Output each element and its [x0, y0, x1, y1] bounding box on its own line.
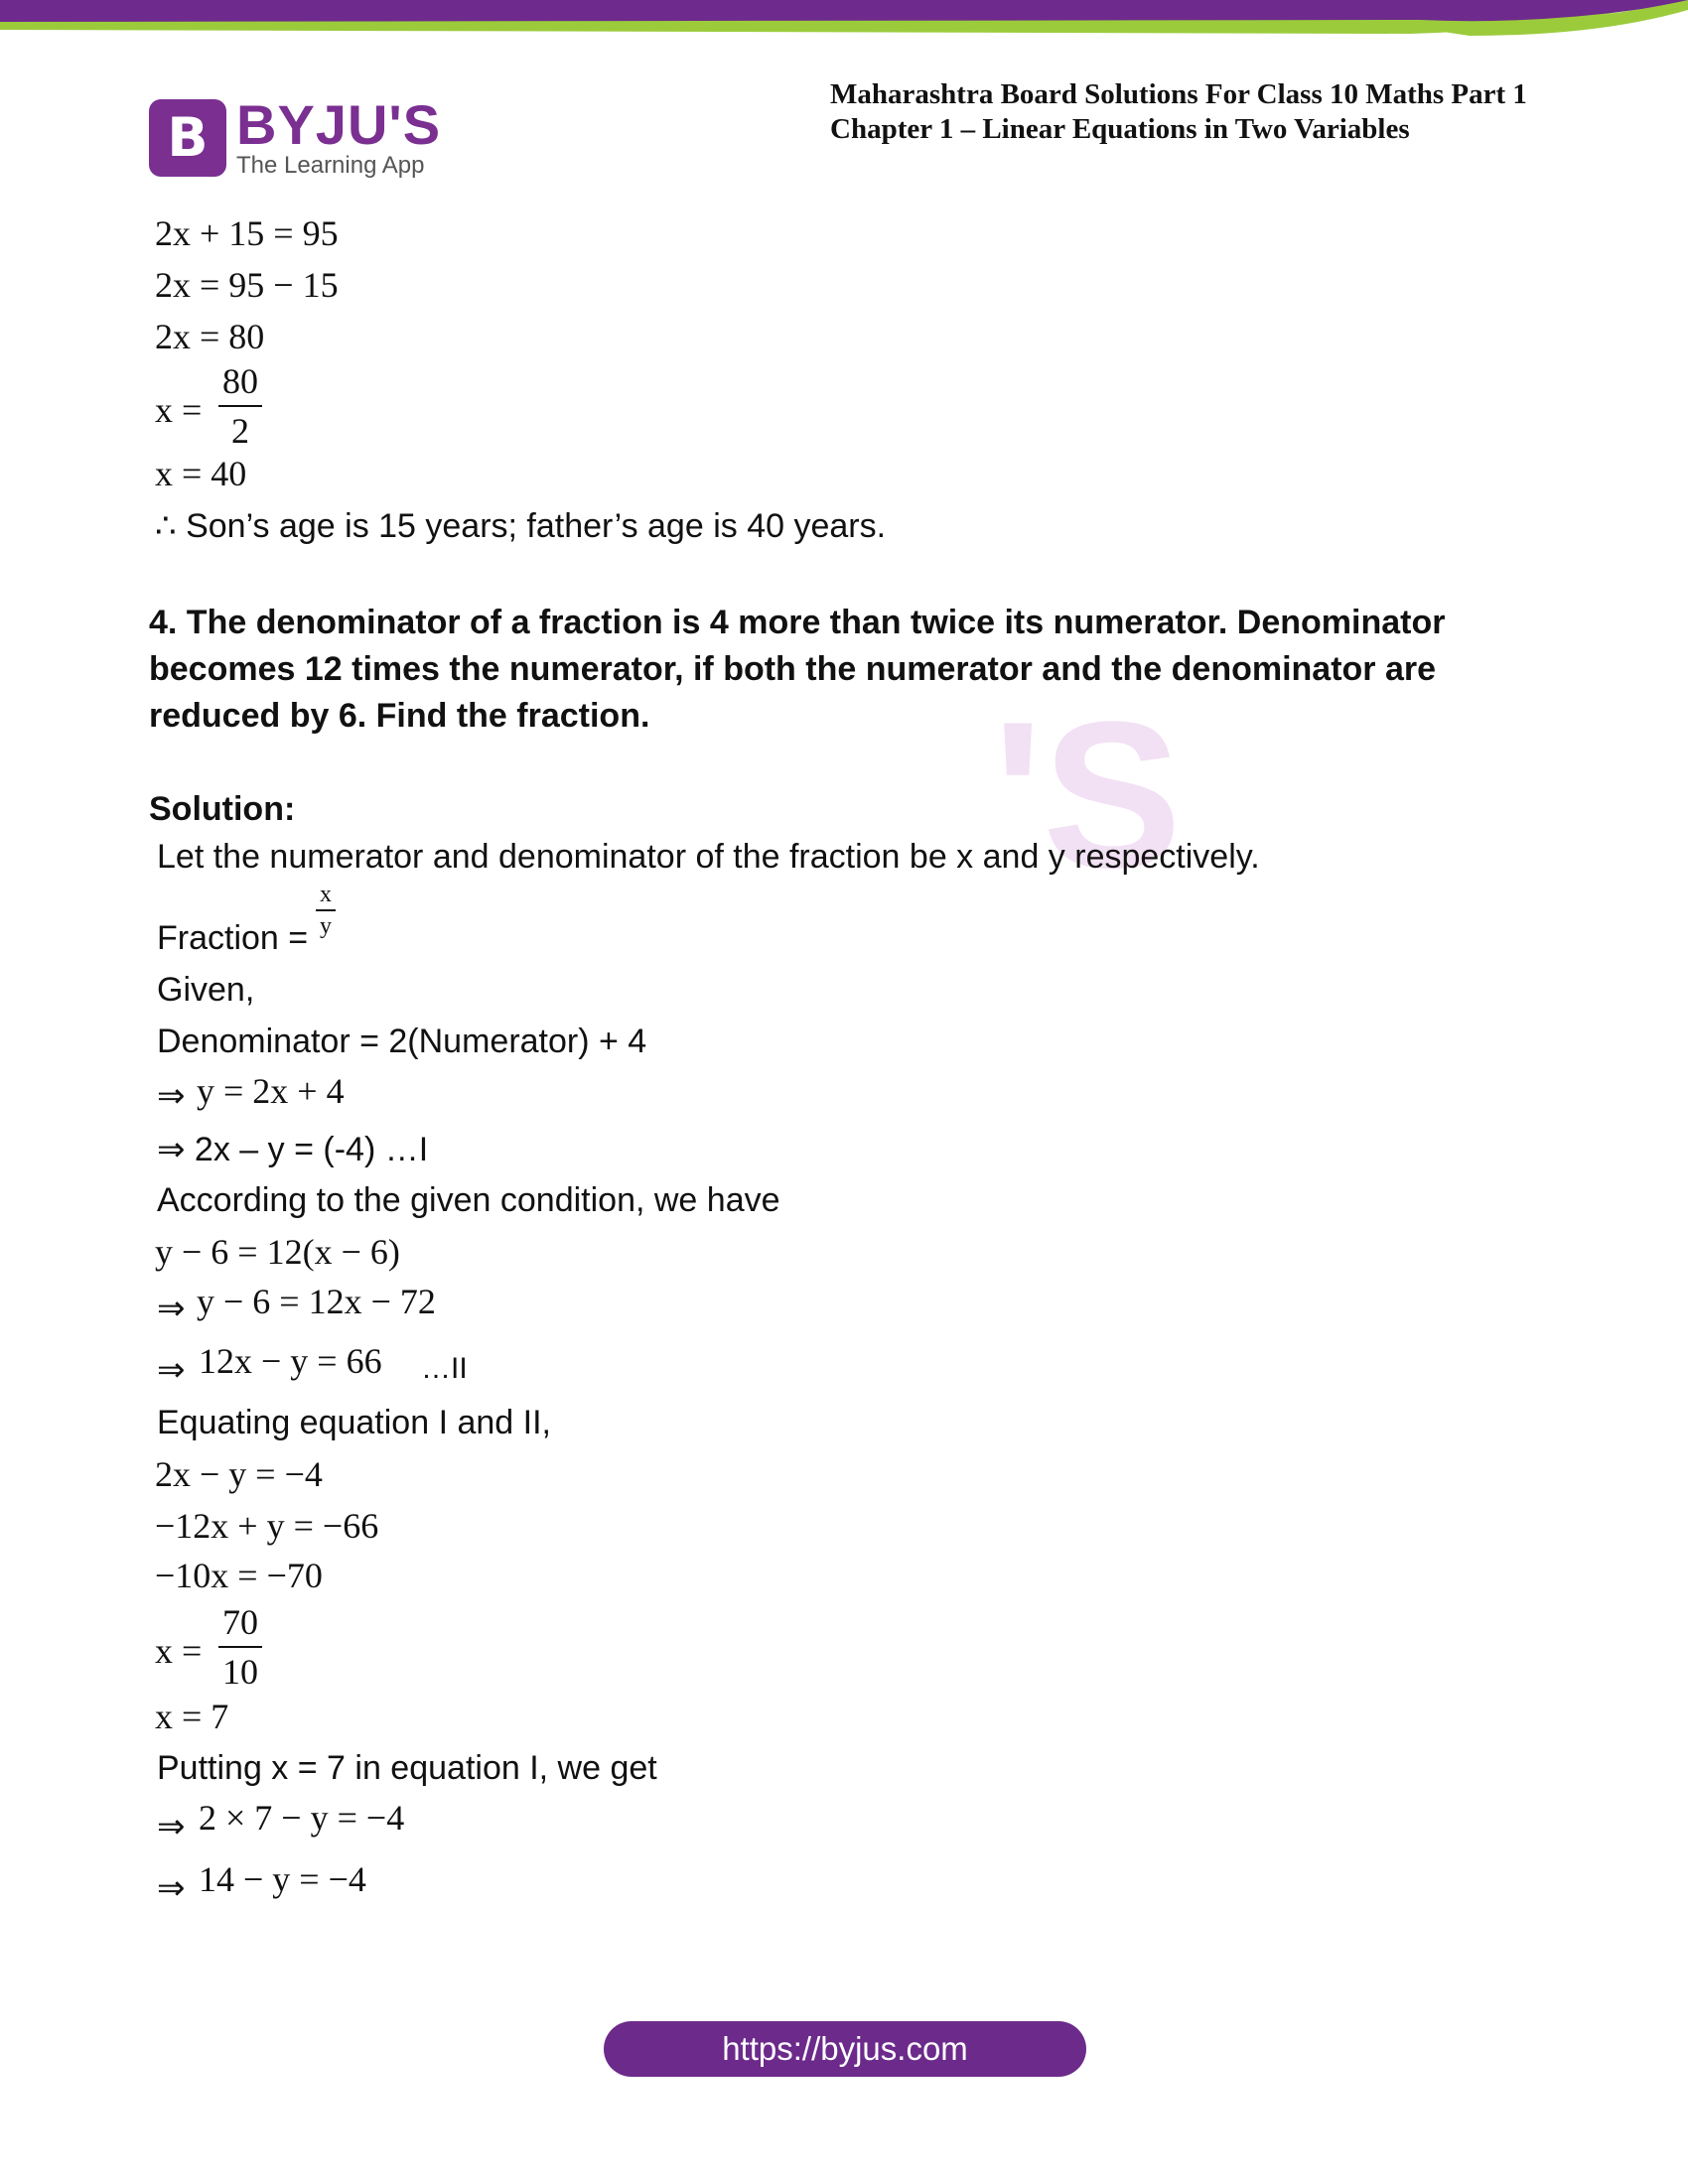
equation-line: y − 6 = 12x − 72	[197, 1282, 436, 1321]
fraction-70-over-10	[218, 1598, 262, 1696]
fraction-lhs: x =	[155, 1631, 203, 1671]
fraction-numerator: 70	[218, 1598, 262, 1648]
fraction-label: Fraction =	[157, 919, 309, 957]
equation-line: 2x + 15 = 95	[155, 213, 339, 253]
fraction-80-over-2	[218, 357, 262, 455]
equation-line: 2x = 80	[155, 317, 265, 356]
header-title-line2: Chapter 1 – Linear Equations in Two Variables	[830, 113, 1410, 145]
equation-line: −10x = −70	[155, 1556, 323, 1595]
implies-icon: ⇒	[157, 1290, 186, 1327]
relation-text: Denominator = 2(Numerator) + 4	[157, 1023, 647, 1060]
implies-icon: ⇒	[157, 1077, 186, 1115]
fraction-denominator: y	[320, 913, 332, 939]
equation-line: 12x − y = 66	[199, 1341, 382, 1381]
equation-line: ⇒ 2x – y = (-4) …I	[157, 1131, 429, 1168]
fraction-x-over-y	[316, 880, 336, 941]
equation-line: 2 × 7 − y = −4	[199, 1798, 405, 1838]
watermark: 'S	[993, 678, 1183, 911]
equating-text: Equating equation I and II,	[157, 1404, 551, 1441]
fraction-denominator: 10	[222, 1652, 258, 1692]
equation-line: 2x = 95 − 15	[155, 265, 339, 305]
given-text: Given,	[157, 971, 255, 1009]
implies-icon: ⇒	[157, 1869, 186, 1907]
solution-heading: Solution:	[149, 790, 296, 828]
equation-line: x = 7	[155, 1697, 229, 1736]
equation-line: −12x + y = −66	[155, 1506, 379, 1546]
equation-line: y − 6 = 12(x − 6)	[155, 1232, 400, 1272]
conclusion-text: ∴ Son’s age is 15 years; father’s age is 40 years.	[155, 507, 887, 545]
solution-intro: Let the numerator and denominator of the fraction be x and y respectively.	[157, 838, 1260, 876]
equation-line: 14 − y = −4	[199, 1859, 366, 1899]
equation-line: x = 40	[155, 454, 247, 493]
document-header	[830, 77, 1624, 147]
condition-text: According to the given condition, we have	[157, 1181, 780, 1219]
logo-tagline: The Learning App	[236, 152, 425, 179]
footer-url-link[interactable]: https://byjus.com	[604, 2021, 1086, 2077]
fraction-numerator: x	[316, 880, 336, 911]
logo-name: BYJU'S	[236, 93, 442, 156]
implies-icon: ⇒	[157, 1351, 186, 1389]
fraction-numerator: 80	[218, 357, 262, 407]
equation-tag: …II	[421, 1352, 468, 1385]
logo-mark-icon: B	[149, 99, 226, 177]
question-4: 4. The denominator of a fraction is 4 more than twice its numerator. Denominator becomes 12 times the numerator, if both the numerator and the denominator are reduced by 6. Find the fraction.	[149, 604, 1446, 735]
byjus-logo	[149, 95, 447, 181]
putting-text: Putting x = 7 in equation I, we get	[157, 1749, 657, 1787]
implies-icon: ⇒	[157, 1808, 186, 1845]
fraction-lhs: x =	[155, 390, 203, 430]
fraction-denominator: 2	[231, 411, 249, 451]
equation-line: 2x − y = −4	[155, 1454, 323, 1494]
top-banner	[0, 0, 1688, 60]
equation-line: y = 2x + 4	[197, 1071, 345, 1111]
header-title-line1: Maharashtra Board Solutions For Class 10 Maths Part 1	[830, 78, 1527, 110]
